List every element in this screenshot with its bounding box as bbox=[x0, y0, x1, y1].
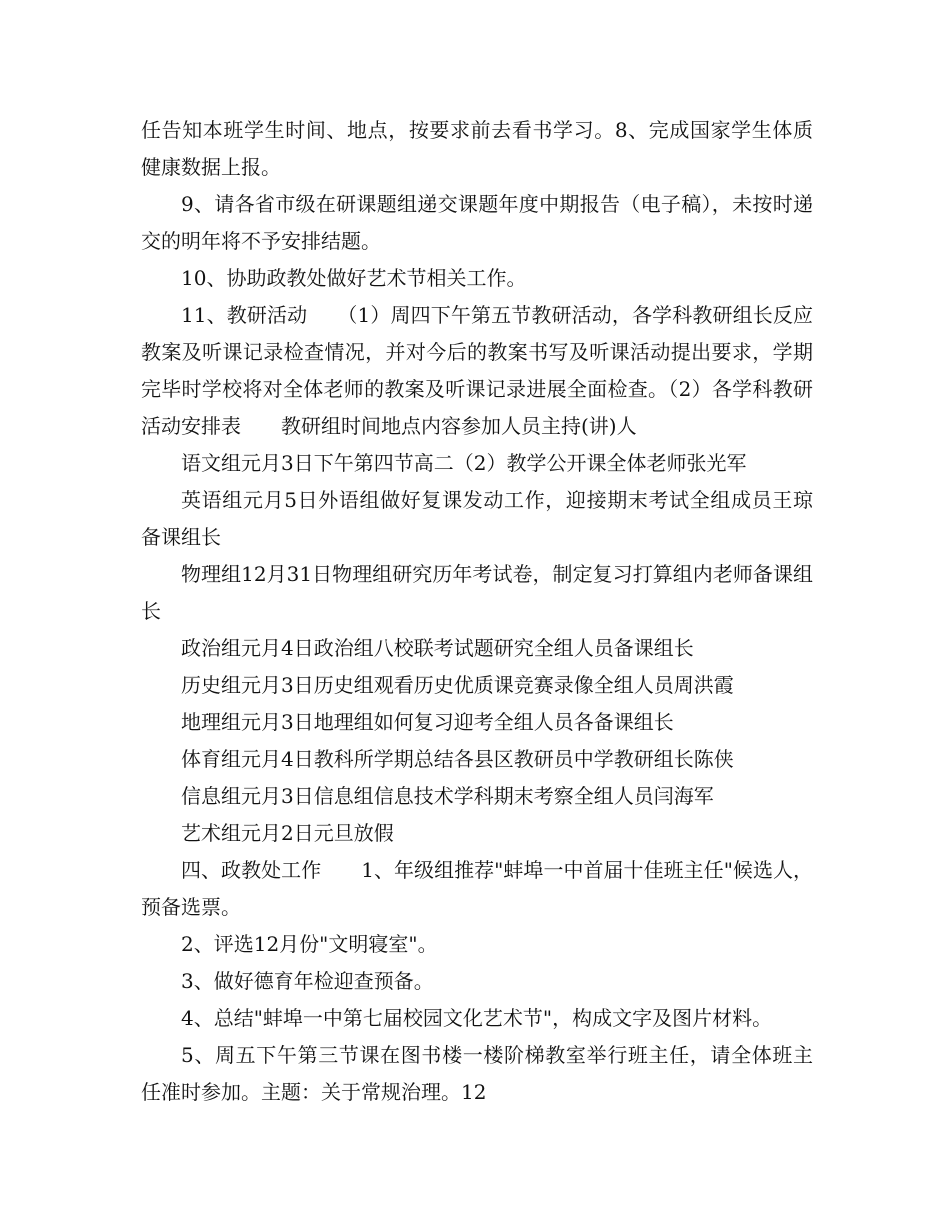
paragraph-item-9: 9、请各省市级在研课题组递交课题年度中期报告（电子稿），未按时递交的明年将不予安排结题。 bbox=[141, 192, 813, 253]
schedule-row-geography: 地理组元月3日地理组如何复习迎考全组人员各备课组长 bbox=[181, 710, 674, 734]
schedule-row-it: 信息组元月3日信息组信息技术学科期末考察全组人员闫海军 bbox=[181, 784, 714, 808]
section-political-work: 四、政教处工作 1、年级组推荐"蚌埠一中首届十佳班主任"候选人，预备选票。 bbox=[141, 858, 813, 919]
paragraph-item-3: 3、做好德育年检迎查预备。 bbox=[181, 969, 434, 993]
paragraph-item-2: 2、评选12月份"文明寝室"。 bbox=[181, 932, 438, 956]
paragraph-item-11: 11、教研活动 （1）周四下午第五节教研活动，各学科教研组长反应教案及听课记录检查情况，并对今后的教案书写及听课活动提出要求，学期完毕时学校将对全体老师的教案及听课记录进展全面检查。（2）各学科教研活动安排表 教研组时间地点内容参加人员主持(讲)人 bbox=[141, 303, 813, 438]
document-page bbox=[141, 112, 813, 1111]
paragraph-item-10: 10、协助政教处做好艺术节相关工作。 bbox=[181, 266, 527, 290]
paragraph-continuation: 任告知本班学生时间、地点，按要求前去看书学习。8、完成国家学生体质健康数据上报。 bbox=[141, 118, 813, 179]
schedule-row-politics: 政治组元月4日政治组八校联考试题研究全组人员备课组长 bbox=[181, 636, 694, 660]
schedule-row-art: 艺术组元月2日元旦放假 bbox=[181, 821, 394, 845]
schedule-row-english: 英语组元月5日外语组做好复课发动工作，迎接期末考试全组成员王琼备课组长 bbox=[141, 488, 813, 549]
schedule-row-physics: 物理组12月31日物理组研究历年考试卷，制定复习打算组内老师备课组长 bbox=[141, 562, 813, 623]
schedule-row-chinese: 语文组元月3日下午第四节高二（2）教学公开课全体老师张光军 bbox=[181, 451, 747, 475]
paragraph-item-4: 4、总结"蚌埠一中第七届校园文化艺术节"，构成文字及图片材料。 bbox=[181, 1006, 773, 1030]
paragraph-item-5: 5、周五下午第三节课在图书楼一楼阶梯教室举行班主任，请全体班主任准时参加。主题：关于常规治理。12 bbox=[141, 1043, 813, 1104]
schedule-row-pe: 体育组元月4日教科所学期总结各县区教研员中学教研组长陈侠 bbox=[181, 747, 734, 771]
schedule-row-history: 历史组元月3日历史组观看历史优质课竞赛录像全组人员周洪霞 bbox=[181, 673, 734, 697]
